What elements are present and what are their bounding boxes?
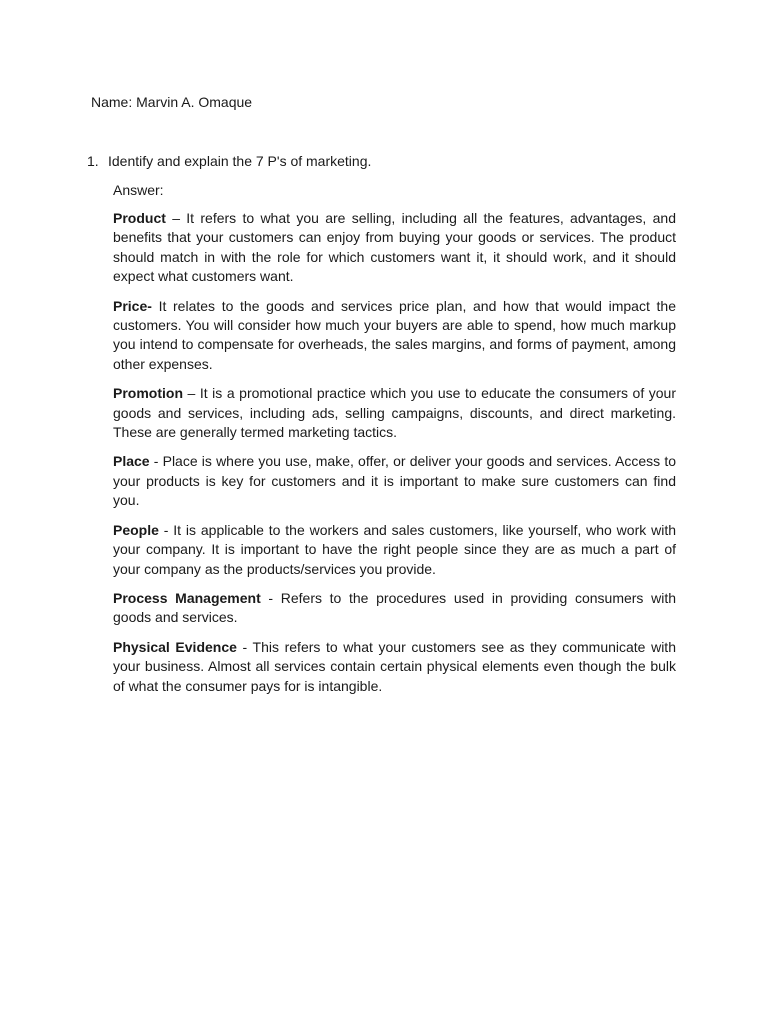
- paragraph-price: [113, 297, 676, 375]
- paragraph-promotion: [113, 384, 676, 442]
- term-product: Product: [113, 210, 166, 226]
- paragraph-physical-evidence: [113, 638, 676, 696]
- question-1: [87, 153, 371, 170]
- question-number: 1.: [87, 153, 99, 169]
- definition-physical-evidence: - This refers to what your customers see as they communicate with your business. Almost all services contain certain physical elements even though the bulk of what the consumer pays for is intangible.: [113, 638, 676, 694]
- answer-block: [113, 182, 676, 706]
- paragraph-place: [113, 452, 676, 510]
- paragraph-product: [113, 209, 676, 287]
- definition-process-management: - Refers to the procedures used in providing consumers with goods and services.: [113, 589, 676, 626]
- term-place: Place: [113, 453, 150, 470]
- definition-promotion: – It is a promotional practice which you use to educate the consumers of your goods and services, including ads, selling campaigns, discounts, and direct marketing. These are generally termed marketing tactics.: [113, 385, 676, 441]
- term-people: People: [113, 521, 159, 538]
- paragraph-process-management: [113, 589, 676, 628]
- paragraph-people: [113, 521, 676, 579]
- student-name-line: Name: Marvin A. Omaque: [91, 94, 253, 110]
- question-text: Identify and explain the 7 P's of marketing.: [108, 153, 372, 169]
- answer-label: Answer:: [113, 182, 164, 198]
- definition-price: It relates to the goods and services price plan, and how that would impact the customers. You will consider how much your buyers are able to spend, how much markup you intend to compensate for overheads, the sales margins, and forms of payment, among other expenses.: [113, 297, 676, 372]
- term-price: Price-: [113, 297, 152, 314]
- term-physical-evidence: Physical Evidence: [113, 638, 237, 655]
- term-promotion: Promotion: [113, 385, 183, 402]
- definition-product: – It refers to what you are selling, including all the features, advantages, and benefits that your customers can enjoy from buying your goods or services. The product should match in with the role for which customers want it, it should work, and it should expect what customers want.: [113, 210, 676, 285]
- term-process-management: Process Management: [113, 589, 261, 606]
- definition-people: - It is applicable to the workers and sales customers, like yourself, who work with your company. It is important to have the right people since they are as much a part of your company as the products/services you provide.: [113, 521, 676, 577]
- definition-place: - Place is where you use, make, offer, or deliver your goods and services. Access to your products is key for customers and it is important to make sure customers can find you.: [113, 453, 676, 509]
